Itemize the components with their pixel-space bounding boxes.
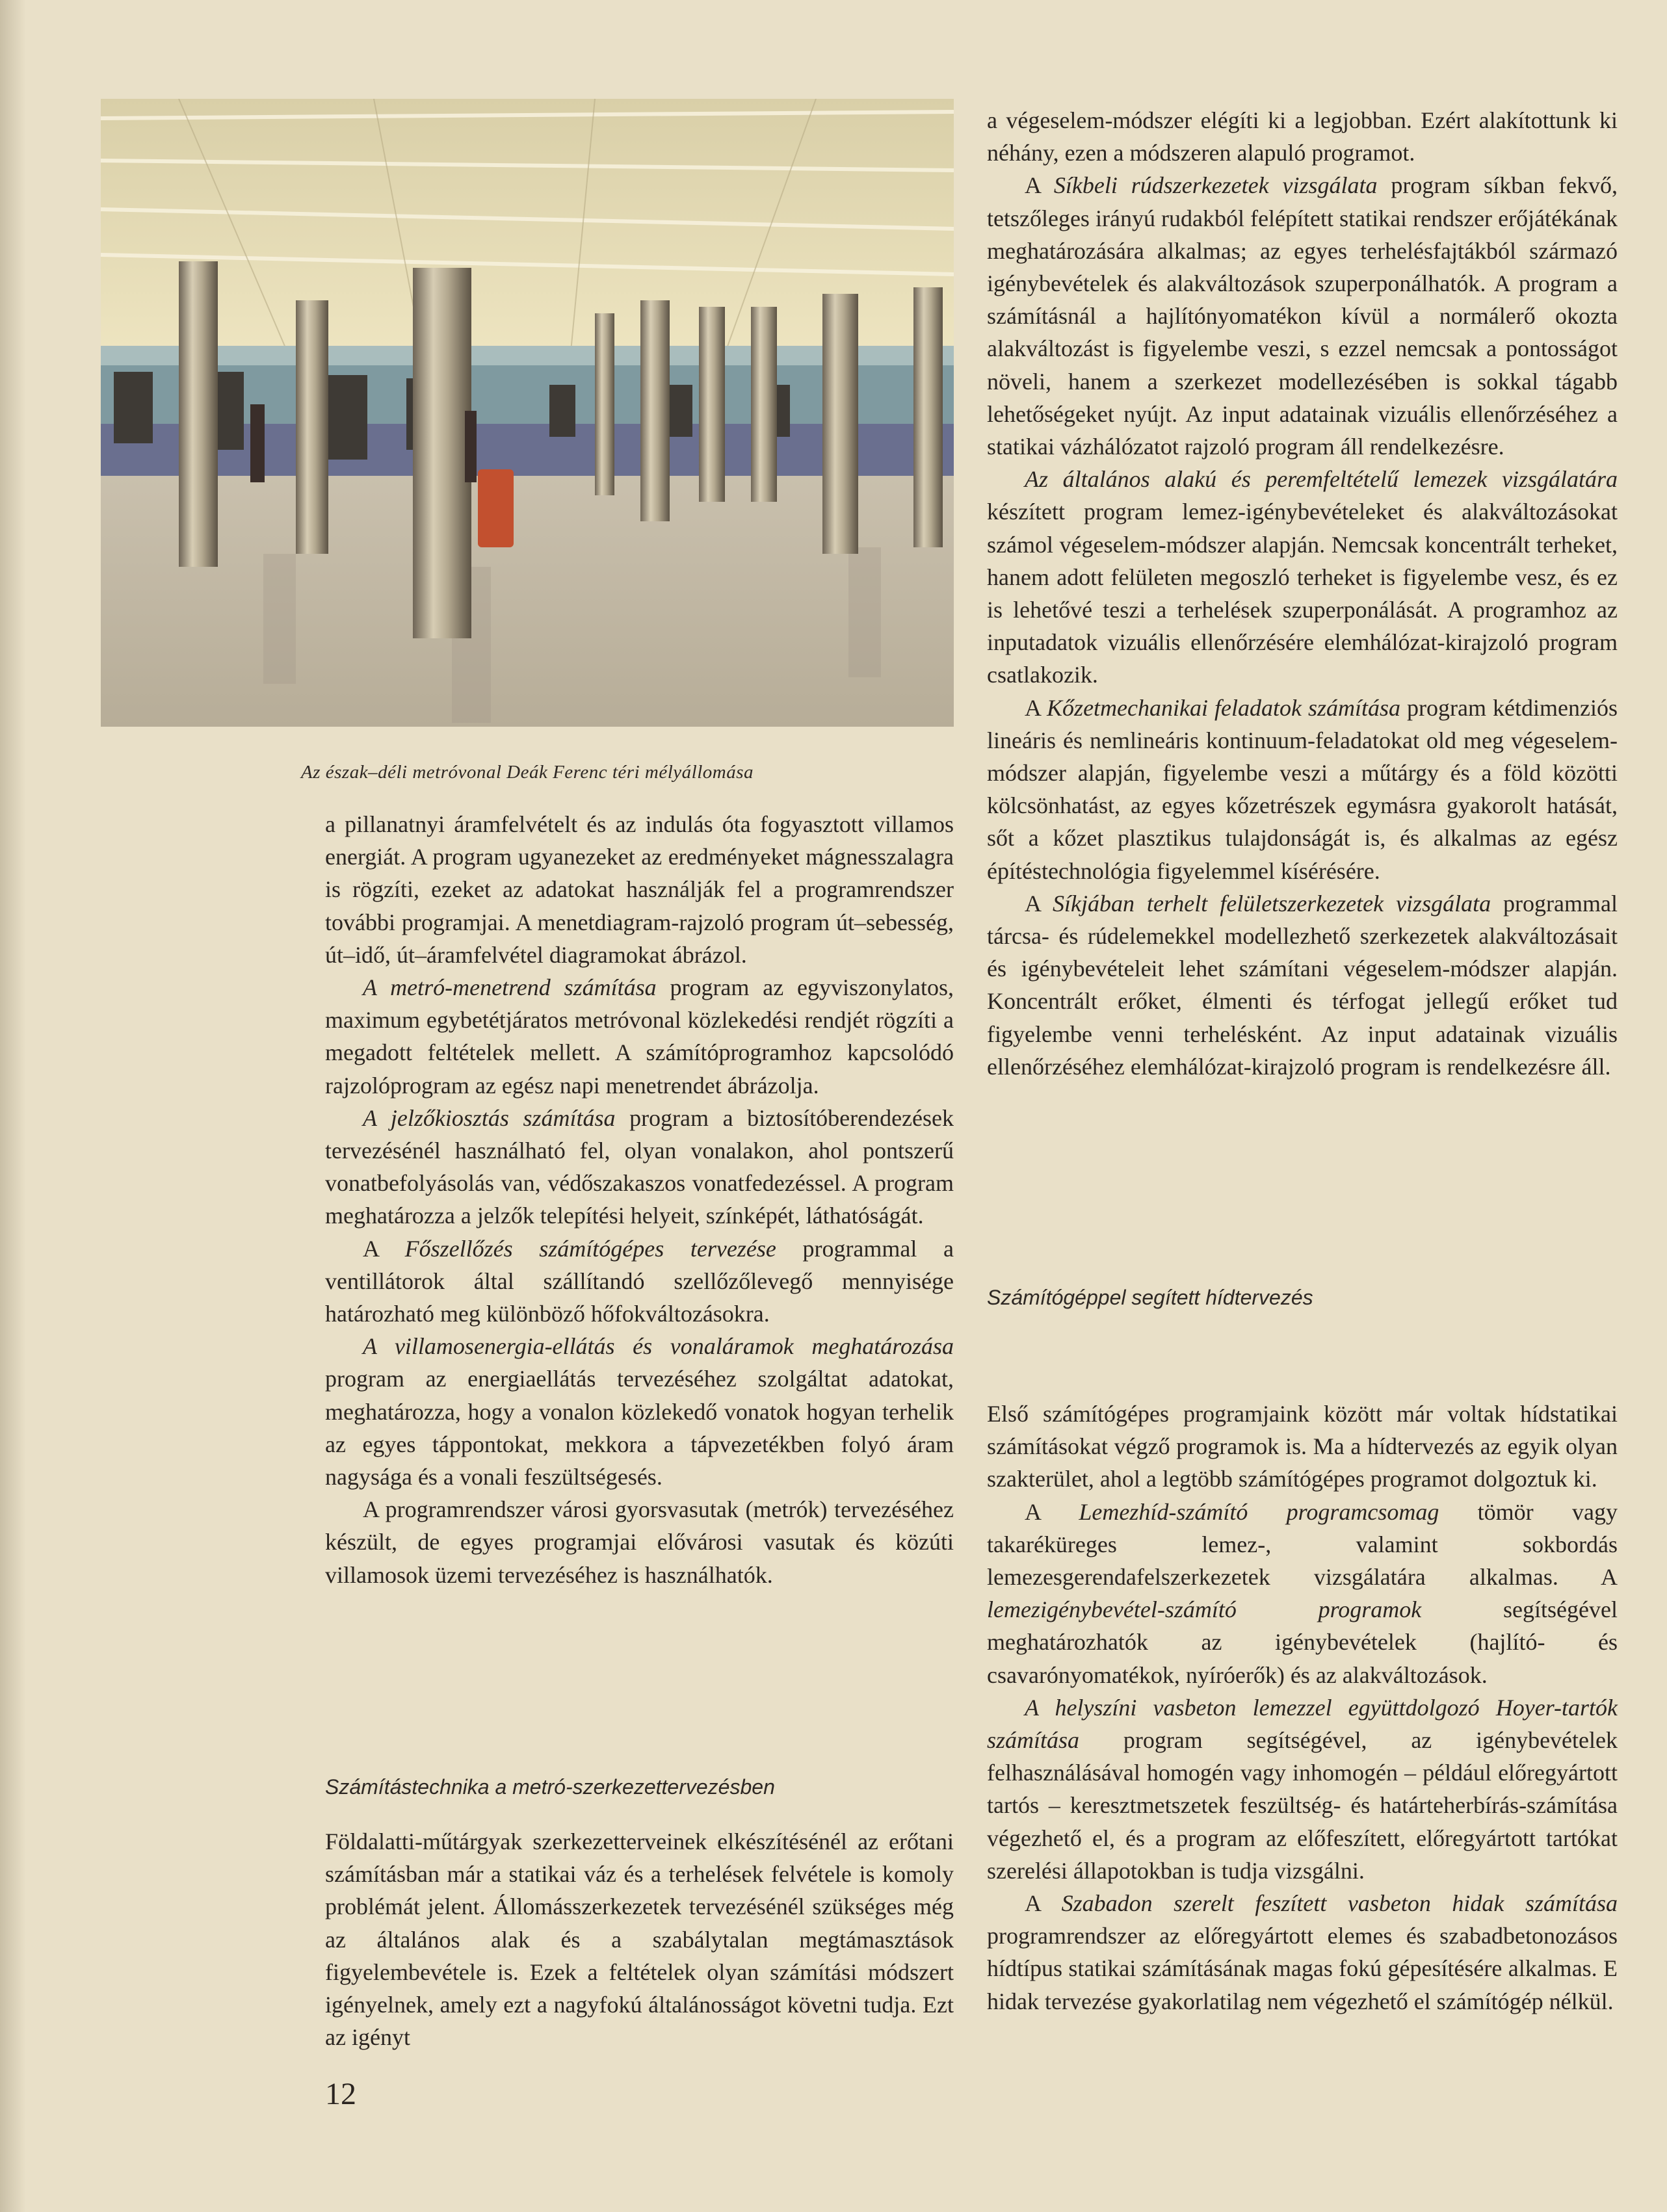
paragraph-text: program síkban fekvő, tetszőleges irányú rudakból felépített statikai rendszer erőjátékának meghatározására alkalmas; az egyes terhelésfajtákból származó igénybevételek és alakváltozások szuperponálhatók. A program a számításnál a hajlítónyomatékon kívül a normálerő okozta alakváltozást is figyelembe veszi, s ezzel nemcsak a pontosságot növeli, hanem a szerkezet modellezésében is sokkal tágabb lehetőségeket nyújt. Az input adatainak vizuális ellenőrzéséhez a statikai vázhálózatot rajzoló program áll rendelkezésre. (987, 172, 1618, 460)
program-title: Főszellőzés számítógépes tervezése (404, 1235, 776, 1262)
right-column-text (987, 104, 1618, 1083)
section-heading: Számítógéppel segített hídtervezés (987, 1286, 1313, 1309)
program-title: lemezigénybevétel-számító programok (987, 1596, 1422, 1623)
paragraph: A programrendszer városi gyorsvasutak (metrók) tervezéséhez készült, de egyes programjai elővárosi vasutak és közúti villamosok üzemi tervezéséhez is használhatók. (325, 1496, 954, 1588)
left-column-text-lower (325, 1825, 954, 2053)
paragraph-text: programmal tárcsa- és rúdelemekkel modellezhető szerkezetek alakváltozásait és igénybevételeit lehet számítani végeselem-módszer alapján. Koncentrált erőket, élmenti és térfogat jellegű erőket tud figyelembe venni terhelésként. Az input adatainak vizuális ellenőrzéséhez elemhálózat-kirajzoló program is rendelkezésre áll. (987, 890, 1618, 1080)
page-number: 12 (325, 2077, 356, 2111)
paragraph: a pillanatnyi áramfelvételt és az indulás óta fogyasztott villamos energiát. A program ugyanezeket az eredményeket mágnesszalagra is rögzíti, ezeket az adatokat használják fel a programrendszer további programjai. A menetdiagram-rajzoló program út–sebesség, út–idő, út–áramfelvétel diagramokat ábrázol. (325, 811, 954, 968)
paragraph-text: A (1025, 694, 1047, 721)
program-title: Szabadon szerelt feszített vasbeton hidak számítása (1061, 1890, 1618, 1917)
paragraph (987, 692, 1618, 887)
paragraph-text: A (1025, 1890, 1062, 1917)
paragraph: Földalatti-műtárgyak szerkezetterveinek elkészítésénél az erőtani számításban már a statikai váz és a terhelések felvétele is komoly problémát jelent. Állomásszerkezetek tervezésénél szükséges még az általános alak és a szabálytalan megtámasztások figyelembevétele is. Ezek a feltételek olyan számítási módszert igényelnek, amely ezt a nagyfokú általánosságot követni tudja. Ezt az igényt (325, 1828, 954, 2051)
paragraph (987, 887, 1618, 1083)
metro-station-photo (101, 99, 954, 727)
program-title: Síkbeli rúdszerkezetek vizsgálata (1053, 172, 1378, 199)
program-title: Kőzetmechanikai feladatok számítása (1047, 694, 1401, 721)
paragraph (325, 1330, 954, 1493)
paragraph-text: A (1025, 1498, 1079, 1525)
program-title: A jelzőkiosztás számítása (363, 1104, 616, 1131)
paragraph: Első számítógépes programjaink között már voltak hídstatikai számításokat végző programok is. Ma a hídtervezés az egyik olyan szakterület, ahol a legtöbb számítógépes programot dolgoztuk ki. (987, 1401, 1618, 1492)
paragraph-text: A (363, 1235, 405, 1262)
paragraph (987, 1496, 1618, 1691)
paragraph-text: készített program lemez-igénybevételeket és alakváltozásokat számol végeselem-módszer alapján. Nemcsak koncentrált terheket, hanem adott felületen megoszló terheket is figyelembe vesz, és ez is lehetővé teszi a terhelések szuperponálását. A programhoz az inputadatok vizuális ellenőrzésére elemhálózat-kirajzoló program csatlakozik. (987, 499, 1618, 688)
paragraph-text: program a biztosítóberendezések tervezésénél használható fel, olyan vonalakon, ahol pontszerű vonatbefolyásolás van, védőszakaszos vonatfedezéssel. A program meghatározza a jelzők telepítési helyeit, színképét, láthatóságát. (325, 1104, 954, 1229)
paragraph (987, 169, 1618, 463)
paragraph-text: tömör vagy takaréküreges lemez-, valamint sokbordás lemezesgerendafelszerkezetek vizsgálatára alkalmas. A (987, 1498, 1618, 1591)
paragraph-text: segítségével meghatározhatók az igénybevételek (hajlító- és csavarónyomatékok, nyíróerők) és az alakváltozások. (987, 1596, 1618, 1688)
program-title: Az általános alakú és peremfeltételű lemezek vizsgálatára (1025, 466, 1618, 493)
program-title: A metró-menetrend számítása (363, 974, 657, 1001)
program-title: Lemezhíd-számító programcsomag (1079, 1498, 1439, 1525)
right-column-text-lower (987, 1398, 1618, 2018)
page-edge-shadow (0, 0, 26, 2212)
program-title: A helyszíni vasbeton lemezzel együttdolgozó Hoyer-tartók számítása (987, 1694, 1618, 1754)
paragraph (987, 1691, 1618, 1887)
paragraph-text: program az egyviszonylatos, maximum egybetétjáratos metróvonal közlekedési rendjét rögzíti a megadott feltételek mellett. A számítóprogramhoz kapcsolódó rajzolóprogram az egész napi menetrendet ábrázolja. (325, 974, 954, 1099)
paragraph (987, 463, 1618, 691)
paragraph-text: programmal a ventillátorok által szállítandó szellőzőlevegő mennyisége határozható meg különböző hőfokváltozásokra. (325, 1235, 954, 1327)
paragraph (987, 1887, 1618, 2018)
photo-caption: Az észak–déli metróvonal Deák Ferenc téri mélyállomása (301, 762, 754, 783)
program-title: Síkjában terhelt felületszerkezetek vizsgálata (1052, 890, 1491, 917)
program-title: A villamosenergia-ellátás és vonaláramok meghatározása (363, 1333, 954, 1360)
paragraph-text: A (1025, 890, 1053, 917)
left-column-text (325, 808, 954, 1591)
paragraph-text: programrendszer az előregyártott elemes és szabadbetonozásos hídtípus statikai számításának magas fokú gépesítésére alkalmas. E hidak tervezése gyakorlatilag nem végezhető el számítógép nélkül. (987, 1923, 1618, 2014)
paragraph (325, 1232, 954, 1331)
paragraph-text: program kétdimenziós lineáris és nemlineáris kontinuum-feladatokat old meg végeselem-módszer alapján, figyelembe veszi a műtárgy és a föld közötti kölcsönhatást, az egyes kőzetrészek egymásra gyakorolt hatását, sőt a kőzet plasztikus tulajdonságát is, és alkalmas az egész építéstechnológia figyelemmel kísérésére. (987, 694, 1618, 884)
paragraph: a végeselem-módszer elégíti ki a legjobban. Ezért alakítottunk ki néhány, ezen a módszeren alapuló programot. (987, 107, 1618, 166)
paragraph-text: A (1025, 172, 1054, 199)
section-heading: Számítástechnika a metró-szerkezettervezésben (325, 1775, 775, 1799)
paragraph (325, 1102, 954, 1232)
paragraph-text: program az energiaellátás tervezéséhez szolgáltat adatokat, meghatározza, hogy a vonalon közlekedő vonatok hogyan terhelik az egyes táppontokat, mekkora a tápvezetékben folyó áram nagysága és a vonali feszültségesés. (325, 1366, 954, 1490)
paragraph (325, 971, 954, 1102)
paragraph-text: program segítségével, az igénybevételek felhasználásával homogén vagy inhomogén – például előregyártott tartós – keresztmetszetek feszültség- és határteherbírás-számítása végezhető el, és a program az előfeszített, előregyártott tartókat szerelési állapotokban is tudja vizsgálni. (987, 1727, 1618, 1884)
